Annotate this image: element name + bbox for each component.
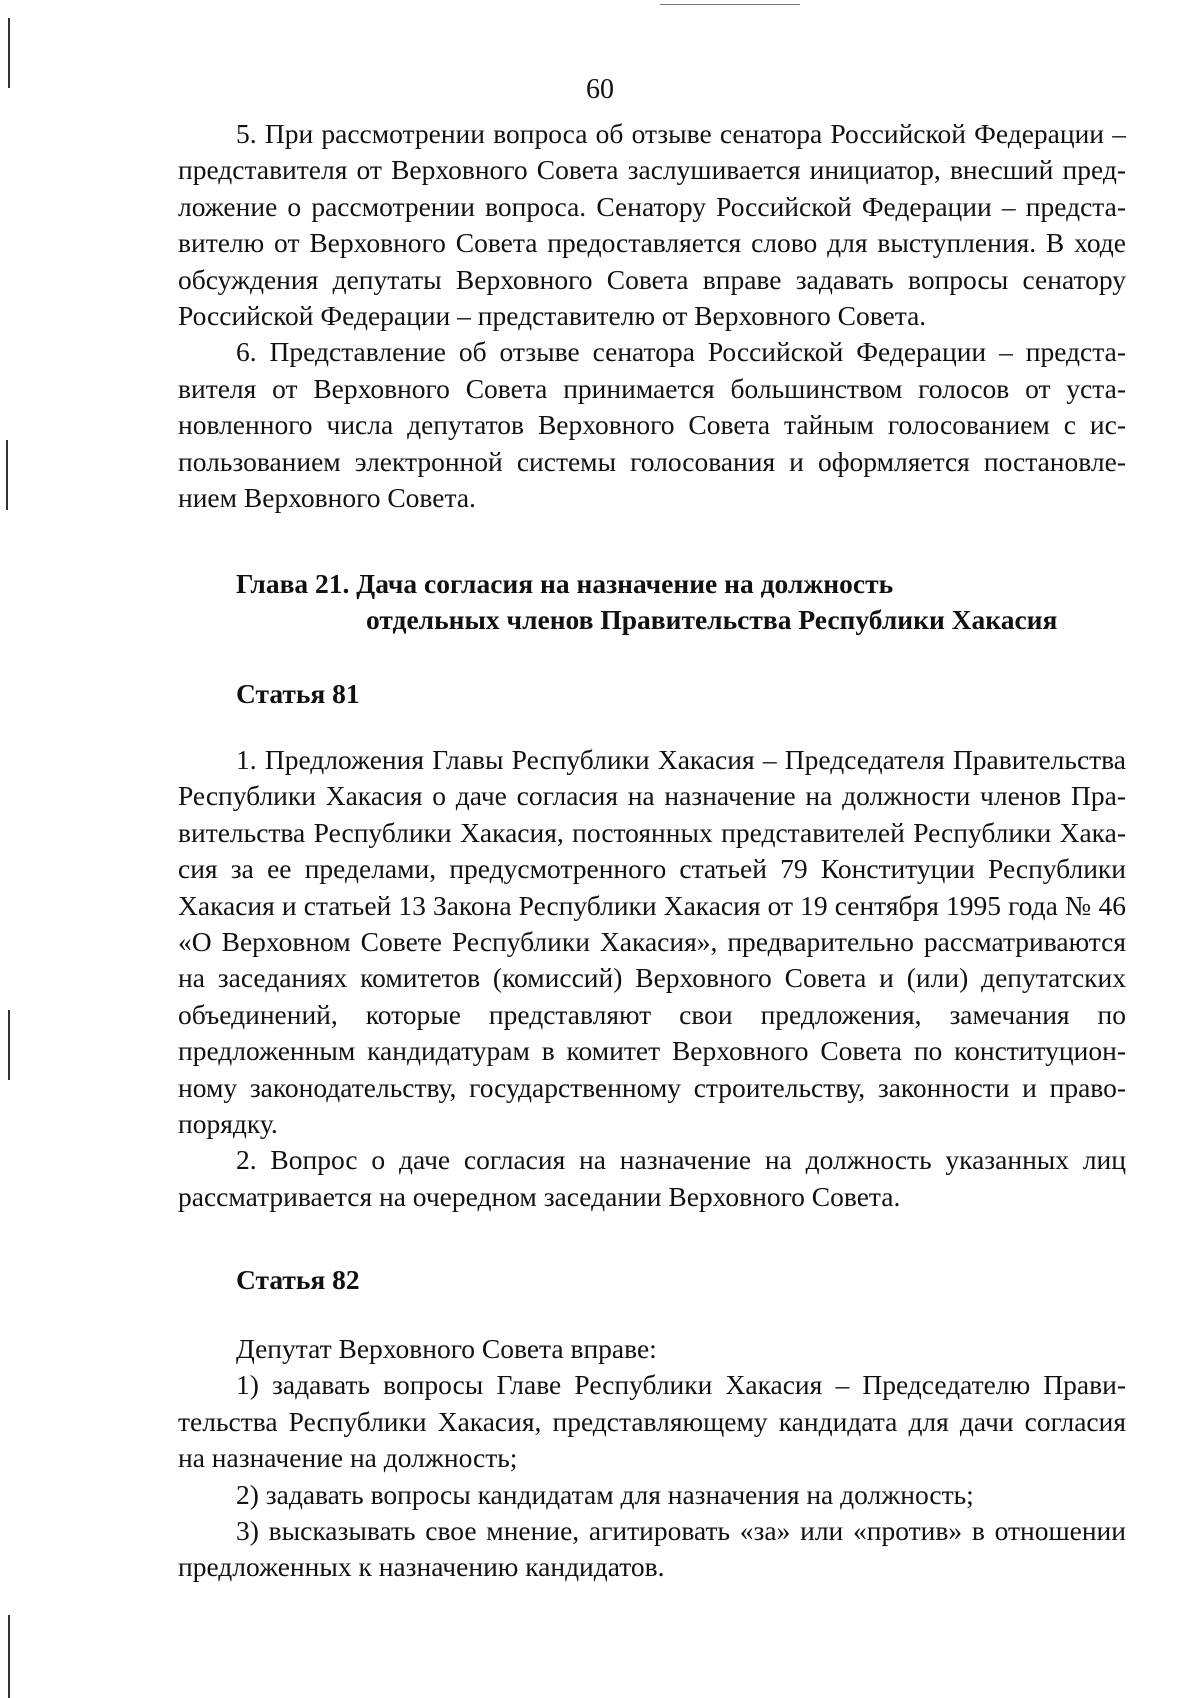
scan-edge-mark [6,440,8,510]
article-82-item-2: 2) задавать вопросы кандидатам для назначения на должность; [236,1478,974,1510]
article-81-paragraph-2: 2. Вопрос о даче согласия на назначение на должность указанных лиц рассматривается на очередном заседании Верховного Совета. [178,1144,1126,1212]
chapter-title [236,566,1136,638]
page-number: 60 [586,74,614,105]
top-rule [660,4,800,5]
article-82-intro: Депутат Верховного Совета вправе: [236,1333,657,1364]
intro-section [178,116,1126,516]
article-81-heading: Статья 81 [236,678,360,709]
chapter-title-line1: Глава 21. Дача согласия на назначение на должность [236,568,894,599]
article-81-body [178,742,1126,1215]
chapter-title-line2: отдельных членов Правительства Республики Хакасия [366,604,1058,635]
paragraph-5: 5. При рассмотрении вопроса об отзыве сенатора Российской Федерации – представителя от Верховного Совета заслушивается инициатор, внесший предложение о рассмотрении вопроса. Сенатору Российской Федерации – представителю от Верховного Совета предоставляется слово для выступления. В ходе обсуждения депутаты Верховного Совета вправе задавать вопросы сенатору Российской Федерации – представителю от Верховного Совета. [178,118,1126,332]
article-82-item-1: 1) задавать вопросы Главе Республики Хакасия – Председателю Правительства Республики Хакасия, представляющему кандидата для дачи согласия на назначение на должность; [178,1369,1126,1474]
article-82-item-3: 3) высказывать свое мнение, агитировать «за» или «против» в отношении предложенных к назначению кандидатов. [178,1515,1126,1583]
article-81-paragraph-1: 1. Предложения Главы Республики Хакасия – Председателя Правительства Республики Хакасия о даче согласия на назначение на должности членов Правительства Республики Хакасия, постоянных представителей Республики Хакасия за ее пределами, предусмотренного статьей 79 Конституции Республики Хакасия и статьей 13 Закона Республики Хакасия от 19 сентября 1995 года № 46 «О Верховном Совете Республики Хакасия», предварительно рассматриваются на заседаниях комитетов (комиссий) Верховного Совета и (или) депутатских объединений, которые представляют свои предложения, замечания по предложенным кандидатурам в комитет Верховного Совета по конституционному законодательству, государственному строительству, законности и правопорядку. [178,744,1126,1140]
scan-edge-mark [8,1010,10,1080]
article-82-heading: Статья 82 [236,1264,360,1295]
article-82-body [178,1331,1126,1586]
paragraph-6: 6. Представление об отзыве сенатора Российской Федерации – представителя от Верховного Совета принимается большинством голосов от установленного числа депутатов Верховного Совета тайным голосованием с использованием электронной системы голосования и оформляется постановлением Верховного Совета. [178,336,1126,514]
scan-edge-mark [8,1615,10,1698]
